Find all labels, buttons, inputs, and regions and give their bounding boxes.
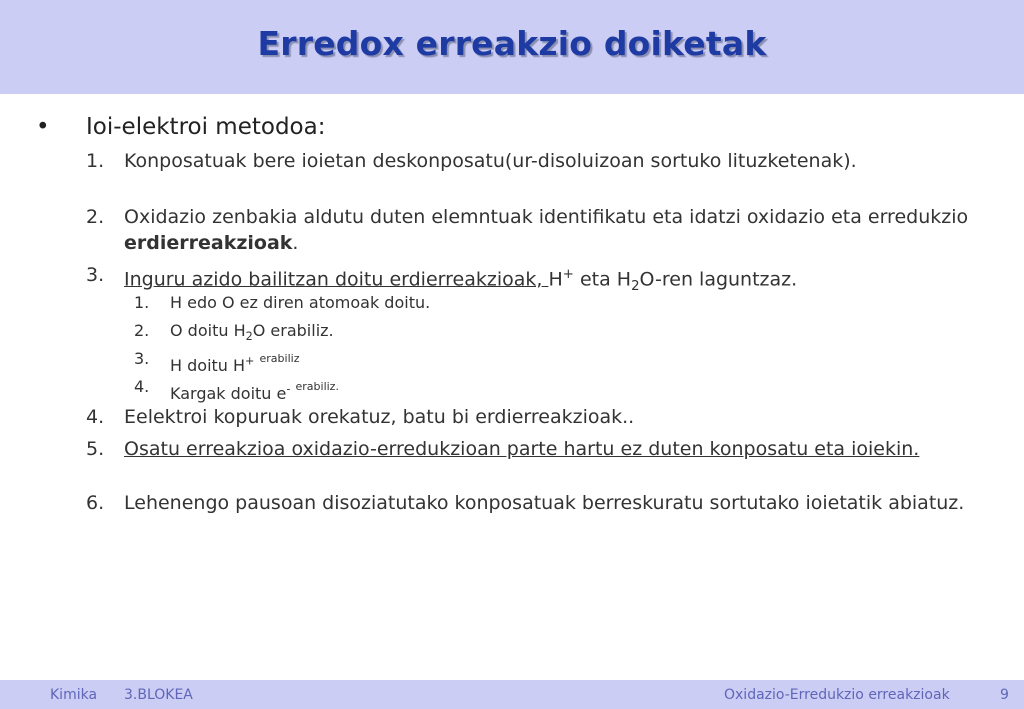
step-text <box>124 204 984 256</box>
substep-number: 4. <box>134 377 150 396</box>
substep-number: 3. <box>134 349 150 368</box>
slide-title: Erredox erreakzio doiketak <box>257 24 767 63</box>
step-text: Osatu erreakzioa oxidazio-erredukzioan parte hartu ez duten konposatu eta ioiekin. <box>124 438 920 460</box>
footer-topic: Oxidazio-Erredukzio erreakzioak <box>724 687 950 703</box>
substep-text-part: O doitu H <box>170 321 246 340</box>
superscript: + <box>245 354 255 368</box>
step-number: 5. <box>86 438 105 460</box>
substep-number: 1. <box>134 293 150 312</box>
superscript: + <box>562 267 574 282</box>
footer-page-number: 9 <box>1000 687 1009 703</box>
step-number: 1. <box>86 150 105 172</box>
substep-small-text: erabiliz <box>259 352 300 365</box>
step-number: 2. <box>86 206 105 228</box>
step-number: 4. <box>86 406 105 428</box>
step-number: 6. <box>86 492 105 514</box>
substep-number: 2. <box>134 321 150 340</box>
substep-small-text: erabiliz. <box>295 380 339 393</box>
step-text: Eelektroi kopuruak orekatuz, batu bi erdierreakzioak.. <box>124 406 635 428</box>
step-text-part: H <box>548 268 563 291</box>
step-text-part: . <box>292 232 299 254</box>
step-text-part: eta H <box>573 268 632 291</box>
subscript: 2 <box>631 279 640 295</box>
bullet-text: Ioi-elektroi metodoa: <box>86 114 326 140</box>
substep-text <box>170 320 334 348</box>
step-text-underlined: Inguru azido bailitzan doitu erdierreakzioak, <box>124 268 549 291</box>
footer-subject: Kimika <box>50 687 98 703</box>
substep-text-part: Kargak doitu e <box>170 384 287 403</box>
step-number: 3. <box>86 264 105 286</box>
step-text: Lehenengo pausoan disoziatutako konposatuak berreskuratu sortutako ioietatik abiatuz. <box>124 492 965 514</box>
substep-text-part: H doitu H <box>170 356 246 375</box>
substep-text <box>170 348 299 377</box>
substep-text <box>170 376 339 405</box>
bullet-dot: • <box>36 114 50 140</box>
step-text-bold: erdierreakzioak <box>124 232 293 254</box>
step-text-part: O-ren laguntzaz. <box>639 268 798 291</box>
step-text-part: Oxidazio zenbakia aldutu duten elemntuak identifikatu eta idatzi oxidazio eta erredukzio <box>124 206 969 228</box>
subscript: 2 <box>245 330 253 344</box>
substep-text-part: O erabiliz. <box>252 321 334 340</box>
superscript: - <box>286 382 291 396</box>
step-text: Konposatuak bere ioietan deskonposatu(ur-disoluizoan sortuko lituzketenak). <box>124 150 857 172</box>
footer-block: 3.BLOKEA <box>124 687 193 703</box>
substep-text: H edo O ez diren atomoak doitu. <box>170 293 431 312</box>
